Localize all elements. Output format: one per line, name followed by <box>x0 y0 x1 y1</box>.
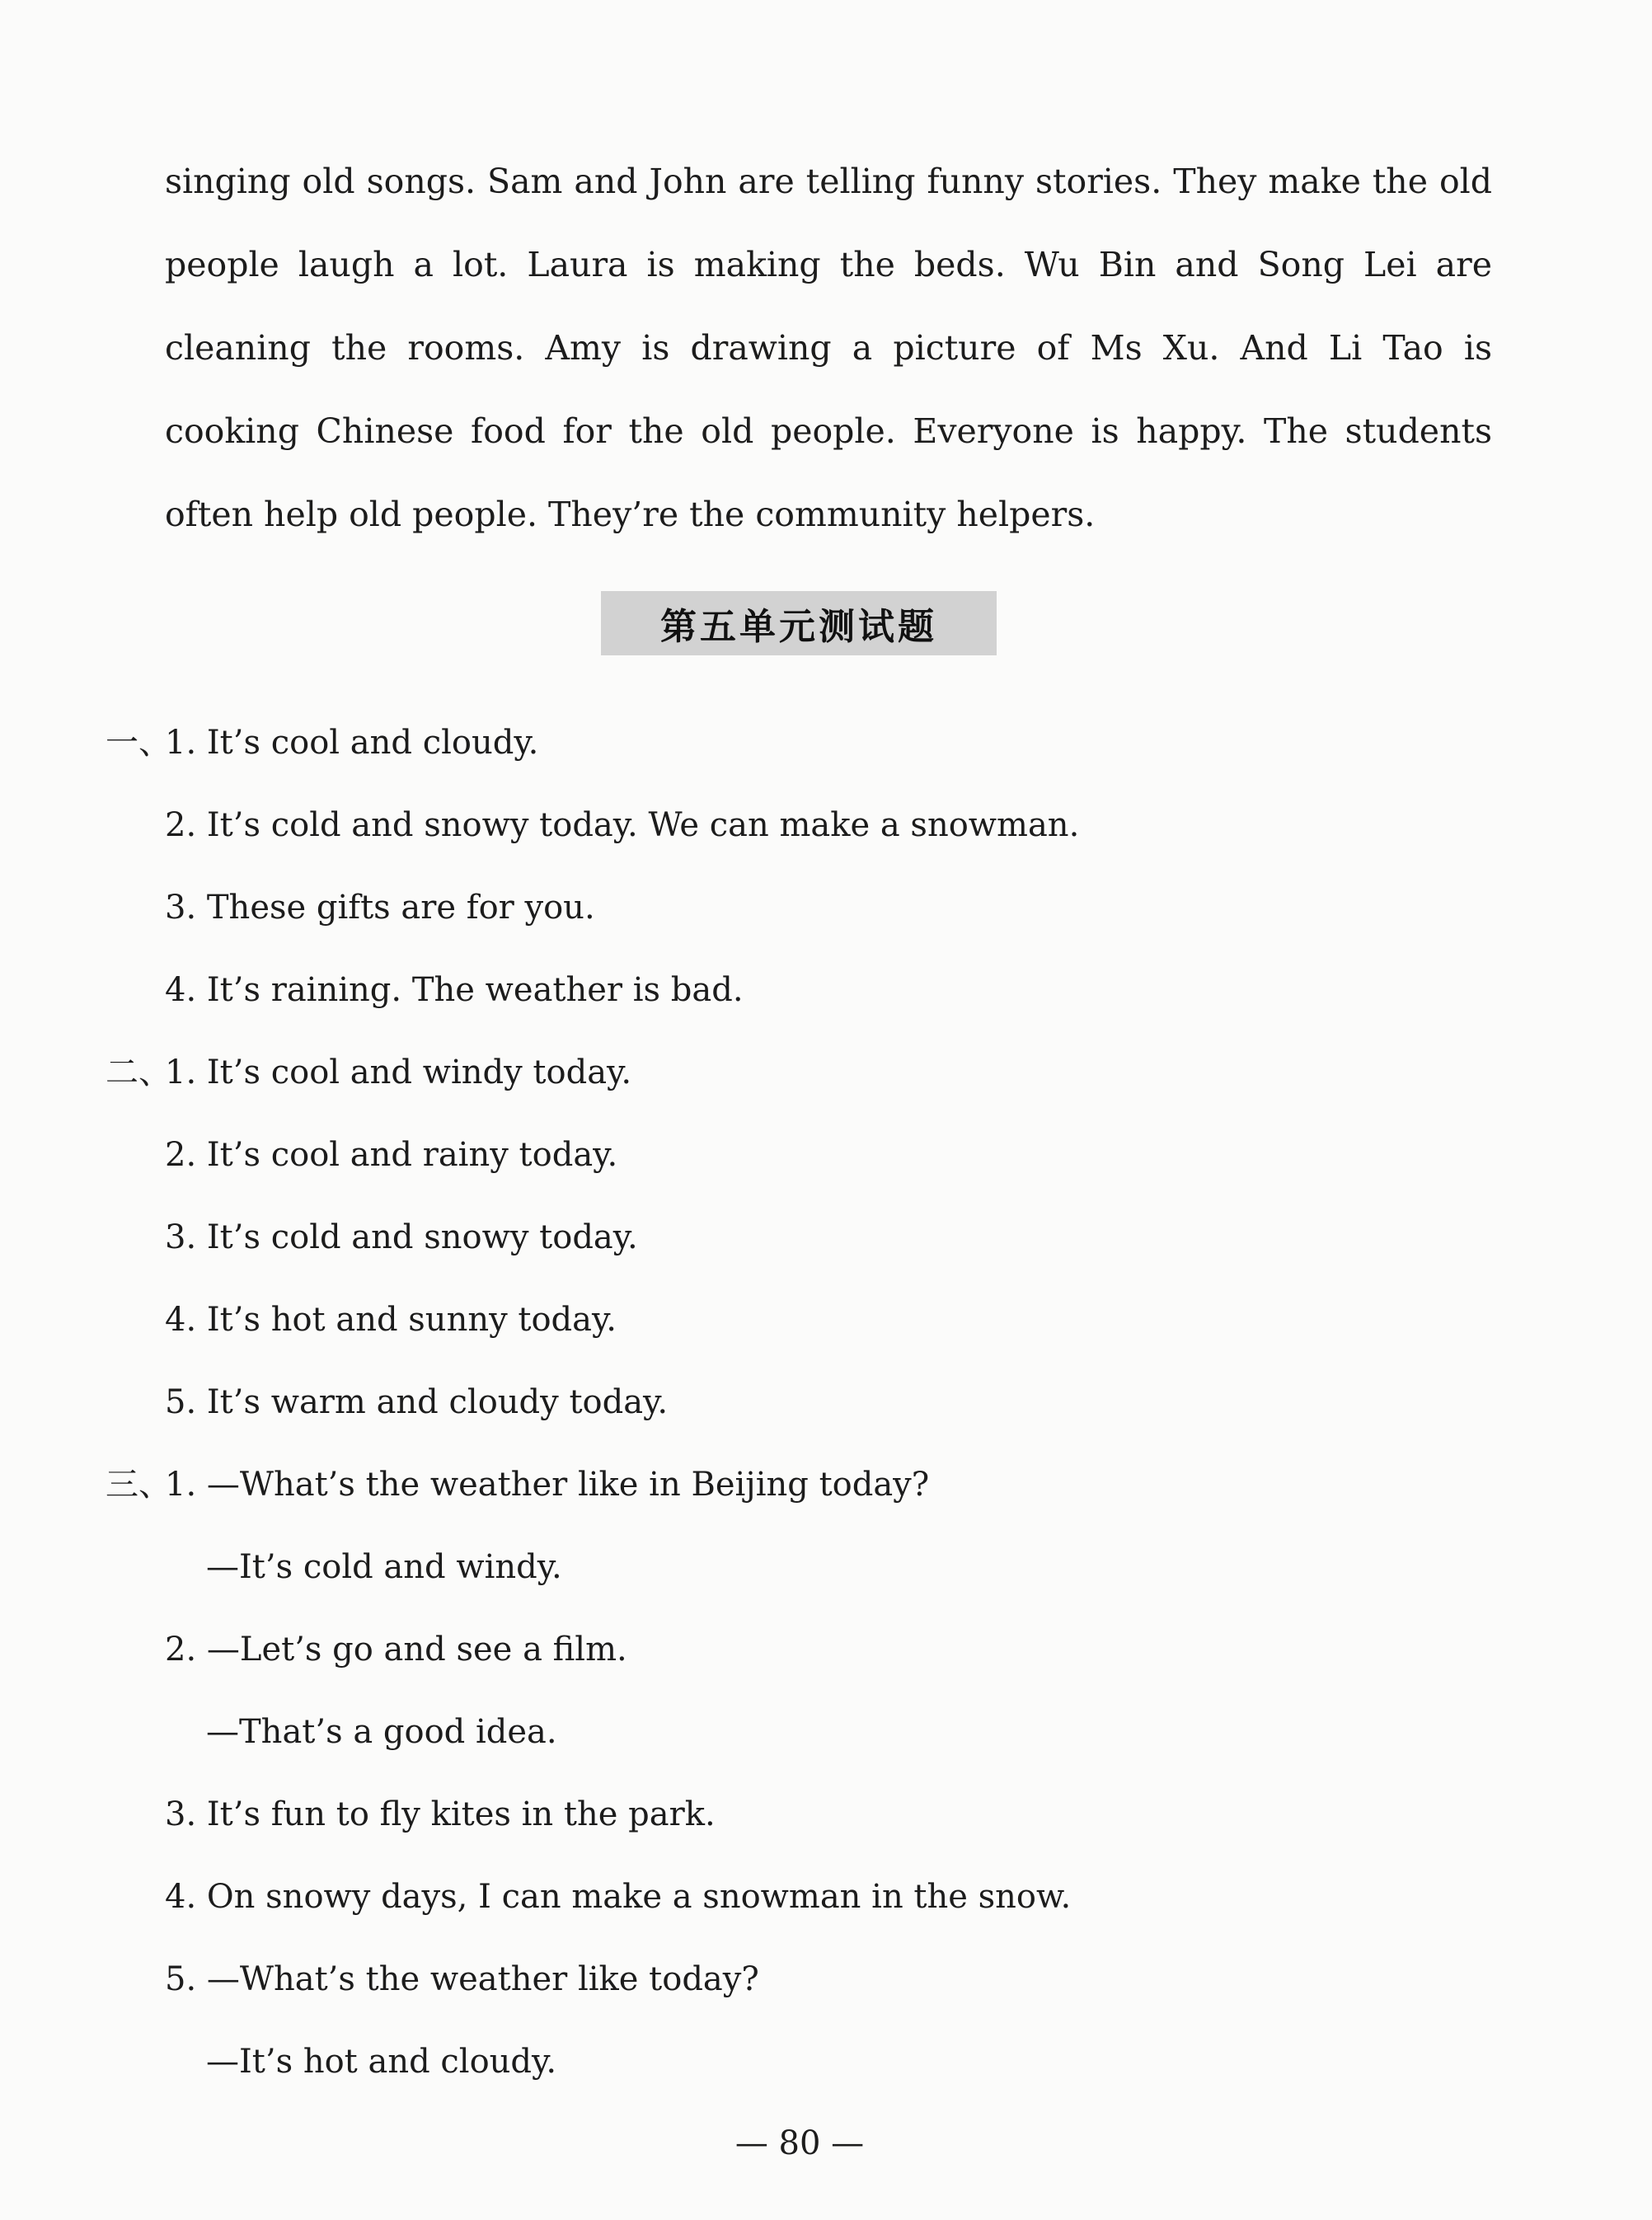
answer-line: —That’s a good idea. <box>206 1713 557 1751</box>
section-label-1: 一、 <box>106 724 171 762</box>
answer-line: 1. It’s cool and windy today. <box>165 1054 632 1091</box>
answer-line: 5. —What’s the weather like today? <box>165 1960 759 1998</box>
answer-line: 4. It’s raining. The weather is bad. <box>165 971 744 1009</box>
answer-line: 3. It’s fun to fly kites in the park. <box>165 1795 716 1833</box>
answer-line: —It’s hot and cloudy. <box>206 2043 557 2081</box>
answer-line: 4. It’s hot and sunny today. <box>165 1301 617 1339</box>
answer-line: 5. It’s warm and cloudy today. <box>165 1383 669 1421</box>
passage-paragraph: singing old songs. Sam and John are telling funny stories. They make the old people laugh a lot. Laura is making the beds. Wu Bin and Song Lei are cleaning the rooms. Amy is drawing a picture of Ms Xu. And Li Tao is cooking Chinese food for the old people. Everyone is happy. The students often help old people. They’re the community helpers. <box>165 162 1492 534</box>
answer-line: 3. These gifts are for you. <box>165 889 595 927</box>
answer-line: 2. It’s cool and rainy today. <box>165 1136 618 1174</box>
section-label-3: 三、 <box>106 1466 171 1504</box>
page-number: — 80 — <box>734 2124 865 2162</box>
section-label-2: 二、 <box>106 1054 171 1091</box>
section-title-box <box>601 591 997 655</box>
answer-line: 4. On snowy days, I can make a snowman in the snow. <box>165 1878 1072 1916</box>
answer-line: 3. It’s cold and snowy today. <box>165 1218 638 1256</box>
answer-line: 1. —What’s the weather like in Beijing today? <box>165 1466 930 1504</box>
section-title: 第五单元测试题 <box>660 606 937 648</box>
answer-line: 2. It’s cold and snowy today. We can make a snowman. <box>165 806 1080 844</box>
answer-line: 1. It’s cool and cloudy. <box>165 724 539 762</box>
answer-line: —It’s cold and windy. <box>206 1548 562 1586</box>
answer-line: 2. —Let’s go and see a film. <box>165 1631 627 1669</box>
